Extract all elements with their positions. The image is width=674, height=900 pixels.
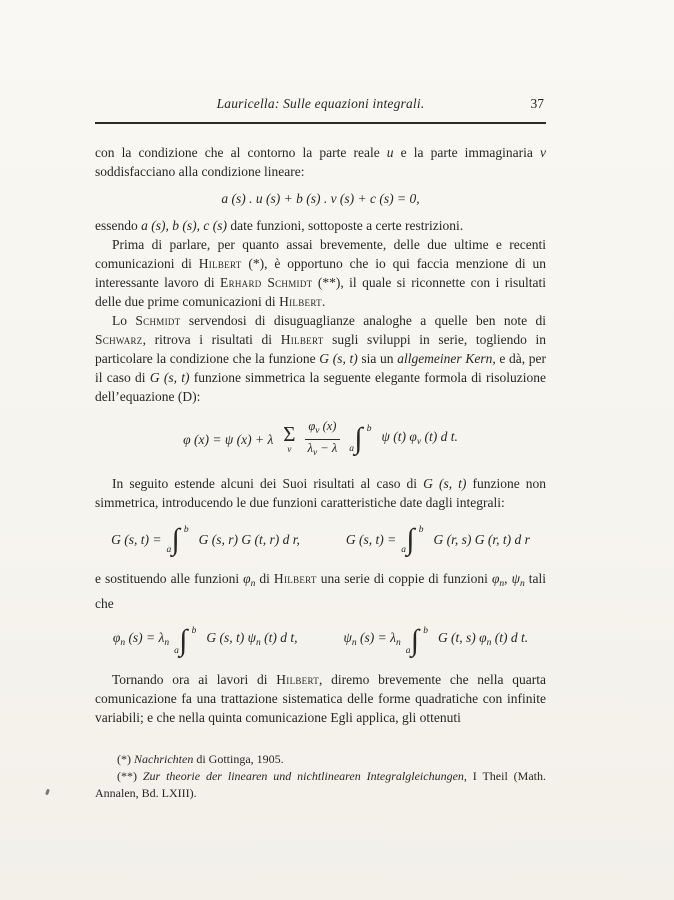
text-run: e la parte immaginaria (393, 145, 540, 160)
text-run: date funzioni, sottoposte a certe restrizioni. (226, 218, 464, 233)
name-hilbert: Hilbert (198, 256, 242, 271)
subscript-nu: ν (416, 436, 422, 447)
name-erhard-schmidt: Erhard Schmidt (220, 275, 313, 290)
name-hilbert: Hilbert (280, 332, 324, 347)
math-run: (s) = λ (356, 630, 396, 646)
subscript-n: n (499, 578, 505, 589)
integral-lower-limit: a (401, 544, 407, 555)
paragraph-tornando (95, 670, 546, 727)
math-run: (t) d t, (260, 630, 298, 646)
equation-characteristic-integrals (95, 522, 546, 556)
math-functions: a (s), b (s), c (s) (141, 218, 227, 233)
text-run: , (504, 570, 512, 586)
integral-glyph: ∫ (179, 623, 188, 657)
equation-lhs (113, 628, 169, 653)
equation-lhs: φ (x) = ψ (x) + λ (183, 431, 274, 447)
math-run: ψ (t) φ (381, 428, 417, 444)
integral-glyph: ∫ (406, 522, 415, 556)
math-var-u: u (386, 145, 394, 160)
equation-resolution-formula (95, 419, 546, 460)
text-run: Tornando ora ai lavori di (112, 671, 277, 687)
footnote-title: Zur theorie der linearen und nichtlinearen Integralgleichungen (142, 768, 464, 783)
math-run: G (s, t) ψ (206, 630, 256, 646)
subscript-nu: ν (315, 426, 320, 436)
name-schmidt: Schmidt (135, 313, 181, 328)
equation-rhs: G (s, r) G (t, r) d r, (198, 532, 300, 548)
equation-coupled-functions (95, 623, 546, 657)
math-kernel-G: G (s, t) (423, 475, 467, 491)
footnote-2 (95, 768, 546, 802)
math-run: φ (308, 419, 316, 433)
summation-symbol (283, 421, 296, 456)
text-run: Lo (112, 313, 136, 328)
math-var-v: v (540, 145, 546, 160)
equation-left (112, 623, 298, 657)
text-run: , diremo brevemente che nella quarta comunicazione fa una trattazione sistematica delle forme quadratiche con infinite variabili; e che nella quinta comunicazione Egli applica, gli ottenuti (95, 671, 547, 725)
text-run: funzione non simmetrica, introducendo le due funzioni caratteristiche date dagli integrali: (95, 475, 547, 510)
integral-symbol (166, 522, 189, 556)
integral-upper-limit: b (418, 524, 424, 535)
paragraph-essendo (95, 216, 546, 235)
subscript-n: n (250, 578, 256, 589)
text-run: sugli sviluppi in serie, togliendo in particolare la condizione che la funzione (95, 332, 547, 366)
footnote-title: Nachrichten (134, 751, 194, 766)
header-rule (95, 122, 546, 124)
text-run: essendo (95, 218, 142, 233)
integral-glyph: ∫ (354, 422, 363, 456)
math-kernel-G: G (s, t) (149, 370, 190, 385)
paragraph-substituting (95, 569, 546, 613)
math-kernel-G: G (s, t) (319, 351, 358, 366)
math-psi: ψ (511, 570, 520, 586)
subscript-nu: ν (312, 447, 318, 458)
subscript-n: n (486, 638, 492, 649)
equation-rhs (438, 628, 528, 653)
math-phi: φ (491, 570, 500, 586)
term-allgemeiner-kern: allgemeiner Kern (397, 351, 493, 366)
name-hilbert: Hilbert (276, 671, 320, 687)
equation-right (343, 623, 529, 657)
name-schwarz: Schwarz (95, 332, 143, 347)
subscript-n: n (120, 638, 126, 649)
math-run: ψ (343, 630, 352, 646)
integral-glyph: ∫ (410, 623, 419, 657)
equation-left (111, 522, 300, 556)
text-run: In seguito estende alcuni dei Suoi risultati al caso di (112, 475, 424, 491)
subscript-n: n (351, 638, 357, 649)
page-number: 37 (530, 96, 544, 111)
text-run: funzione simmetrica la seguente elegante formola di risoluzione dell’equazione (D): (95, 370, 547, 404)
integral-lower-limit: a (174, 645, 179, 656)
text-run: servendosi di disuguaglianze analoghe a quelle ben note di (180, 313, 546, 328)
name-hilbert: Hilbert (273, 570, 317, 586)
text-run: di Gottinga, 1905. (193, 751, 284, 766)
equation-right (345, 522, 530, 556)
integral-upper-limit: b (366, 424, 372, 435)
integral-upper-limit: b (423, 625, 428, 636)
page-body (95, 143, 546, 802)
footnote-marker: (*) (117, 751, 134, 766)
fraction-numerator (305, 419, 339, 439)
math-run: (x) (319, 419, 337, 433)
equation-linear-condition (95, 189, 546, 208)
integral-lower-limit: a (405, 645, 411, 656)
text-run: , ritrova i risultati di (142, 332, 281, 347)
math-run: φ (112, 630, 121, 646)
fraction (305, 419, 341, 460)
integral-glyph: ∫ (171, 522, 180, 556)
paragraph-hilbert-schmidt (95, 235, 546, 311)
sigma-glyph: Σ (283, 421, 296, 446)
math-run: λ (307, 440, 313, 455)
integral-upper-limit: b (191, 625, 197, 636)
paragraph-boundary-condition (95, 143, 546, 181)
integral-symbol (174, 623, 197, 657)
subscript-n: n (395, 638, 401, 649)
paragraph-non-symmetric (95, 474, 546, 512)
math-run: G (t, s) φ (437, 630, 487, 646)
text-run: tali che (95, 570, 547, 611)
text-run: (**), il quale si riconnette con i risultati delle due prime comunicazioni di (95, 275, 546, 309)
subscript-n: n (256, 638, 261, 649)
math-run: (s) = λ (125, 630, 165, 646)
equation-lhs: G (s, t) = (111, 532, 162, 548)
equation-lhs (344, 628, 401, 653)
equation-text: a (s) . u (s) + b (s) . v (s) + c (s) = 0, (221, 191, 420, 206)
text-run: con la condizione che al contorno la parte reale (95, 145, 387, 160)
math-run: (t) d t. (421, 428, 458, 444)
text-run: (*), è opportuno che io qui faccia menzione di un interessante lavoro di (95, 256, 546, 290)
integral-symbol (405, 623, 428, 657)
footnotes (95, 751, 546, 802)
text-run: e sostituendo alle funzioni (95, 570, 244, 586)
name-hilbert: Hilbert (279, 294, 322, 309)
equation-lhs: G (s, t) = (345, 532, 397, 548)
integral-symbol (401, 522, 424, 556)
integral-upper-limit: b (183, 524, 189, 535)
subscript-n: n (164, 638, 170, 649)
math-run: − λ (317, 440, 338, 455)
equation-rhs: G (r, s) G (r, t) d r (433, 532, 530, 548)
text-run: Prima di parlare, per quanto assai brevemente, delle due ultime e recenti comunicazioni di (95, 237, 546, 271)
subscript-n: n (519, 578, 525, 589)
text-run: sia un (357, 351, 398, 366)
integral-symbol (349, 422, 372, 456)
equation-rhs (382, 427, 458, 452)
math-run: (t) d t. (491, 630, 529, 646)
sigma-index: ν (287, 444, 292, 455)
page-header (95, 96, 546, 113)
equation-rhs (206, 628, 297, 653)
footnote-marker: (**) (117, 768, 143, 783)
math-phi: φ (243, 570, 251, 586)
text-run: di (255, 570, 274, 586)
text-run: . (321, 294, 326, 309)
text-run: una serie di coppie di funzioni (316, 570, 492, 586)
text-run: , I Theil (Math. Annalen, Bd. LXIII). (95, 768, 546, 800)
footnote-1 (95, 751, 546, 768)
paragraph-schmidt-results (95, 311, 546, 406)
running-head: Lauricella: Sulle equazioni integrali. (216, 96, 425, 111)
text-run: soddisfacciano alla condizione lineare: (95, 164, 305, 179)
integral-lower-limit: a (166, 544, 172, 555)
text-run: , e dà, per il caso di (95, 351, 547, 385)
integral-lower-limit: a (349, 444, 355, 455)
fraction-denominator (305, 439, 341, 460)
